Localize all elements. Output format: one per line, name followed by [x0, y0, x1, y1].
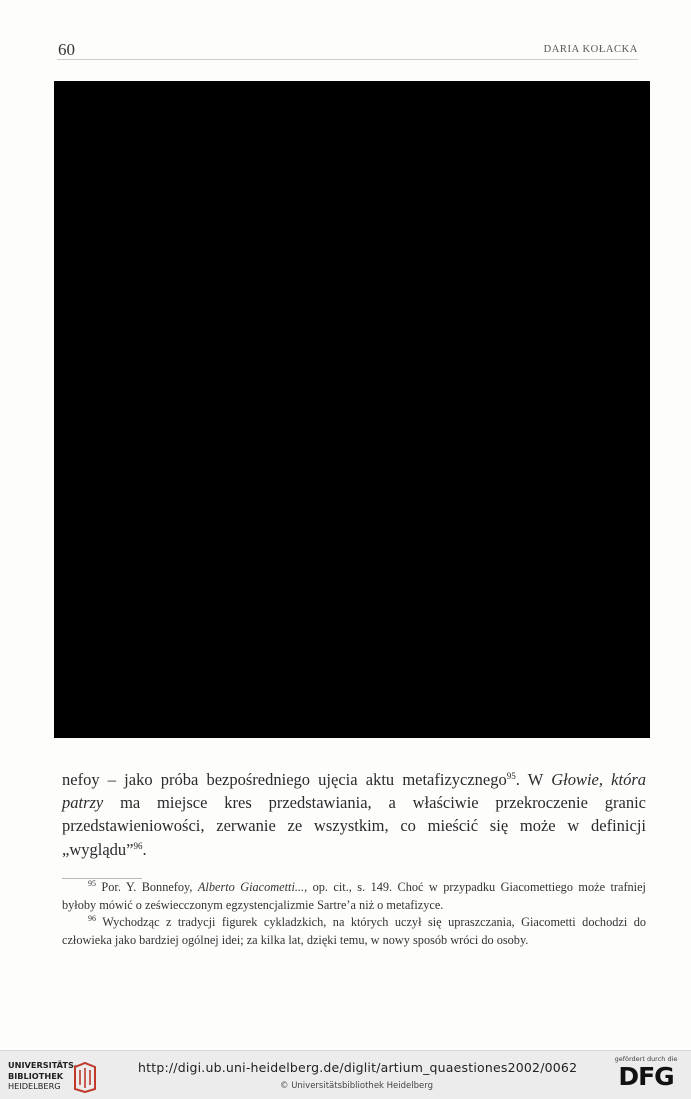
footnote-number-95: 95: [88, 879, 96, 888]
page-number: 60: [58, 40, 75, 59]
footnote-95-text-a: Por. Y. Bonnefoy,: [96, 880, 198, 894]
dfg-funded-by: gefördert durch die: [614, 1055, 678, 1063]
body-text-2: . W: [515, 770, 552, 789]
footnote-96: [62, 914, 646, 949]
dfg-wordmark: DFG: [618, 1062, 674, 1091]
ub-emblem-icon: [71, 1061, 99, 1093]
figure-image: [54, 81, 650, 738]
footnotes: [62, 879, 646, 949]
body-text-1: nefoy – jako próba bezpośredniego ujęcia aktu metafizycznego: [62, 770, 507, 789]
footnote-95-book-title: Alberto Giacometti...: [197, 880, 305, 894]
permalink-url[interactable]: http://digi.ub.uni-heidelberg.de/diglit/artium_quaestiones2002/0062: [138, 1060, 578, 1075]
ub-logo-line1: UNIVERSITÄTS-: [8, 1060, 78, 1070]
body-text-3: ma miejsce kres przedstawiania, a właściwie przekroczenie granic przedstawieniowości, zerwanie ze wszystkim, co mieścić się może w definicji „wyglądu”: [62, 793, 646, 859]
artwork-title: Głowie, która patrzy: [62, 770, 647, 813]
ub-heidelberg-logo[interactable]: [8, 1059, 103, 1093]
footnote-96-text: Wychodząc z tradycji figurek cykladzkich, na których uczył się upraszczania, Giacometti dochodzi do człowieka jako bardziej ogólnej idei; za kilka lat, dzięki temu, w nowy sposób wróci do osoby.: [62, 915, 646, 947]
footnote-95: [62, 879, 646, 914]
copyright-notice: © Universitätsbibliothek Heidelberg: [280, 1081, 434, 1091]
footnote-number-96: 96: [88, 914, 96, 923]
body-paragraph: [62, 768, 646, 861]
header-rule: [57, 59, 638, 60]
footnote-ref-95[interactable]: 95: [506, 771, 516, 781]
footnote-ref-96[interactable]: 96: [133, 840, 143, 851]
body-text-4: .: [142, 839, 147, 859]
footnote-95-text-b: , op. cit., s. 149. Choć w przypadku Giacomettiego może trafniej byłoby mówić o zeświecczonym egzystencjalizmie Sartre’a niż o metafizyce.: [62, 880, 646, 912]
ub-logo-line3: HEIDELBERG: [8, 1081, 61, 1091]
ub-logo-line2: BIBLIOTHEK: [8, 1070, 64, 1081]
dfg-logo[interactable]: [611, 1055, 681, 1095]
running-head: DARIA KOŁACKA: [543, 44, 638, 55]
viewer-footer: [0, 1050, 691, 1099]
